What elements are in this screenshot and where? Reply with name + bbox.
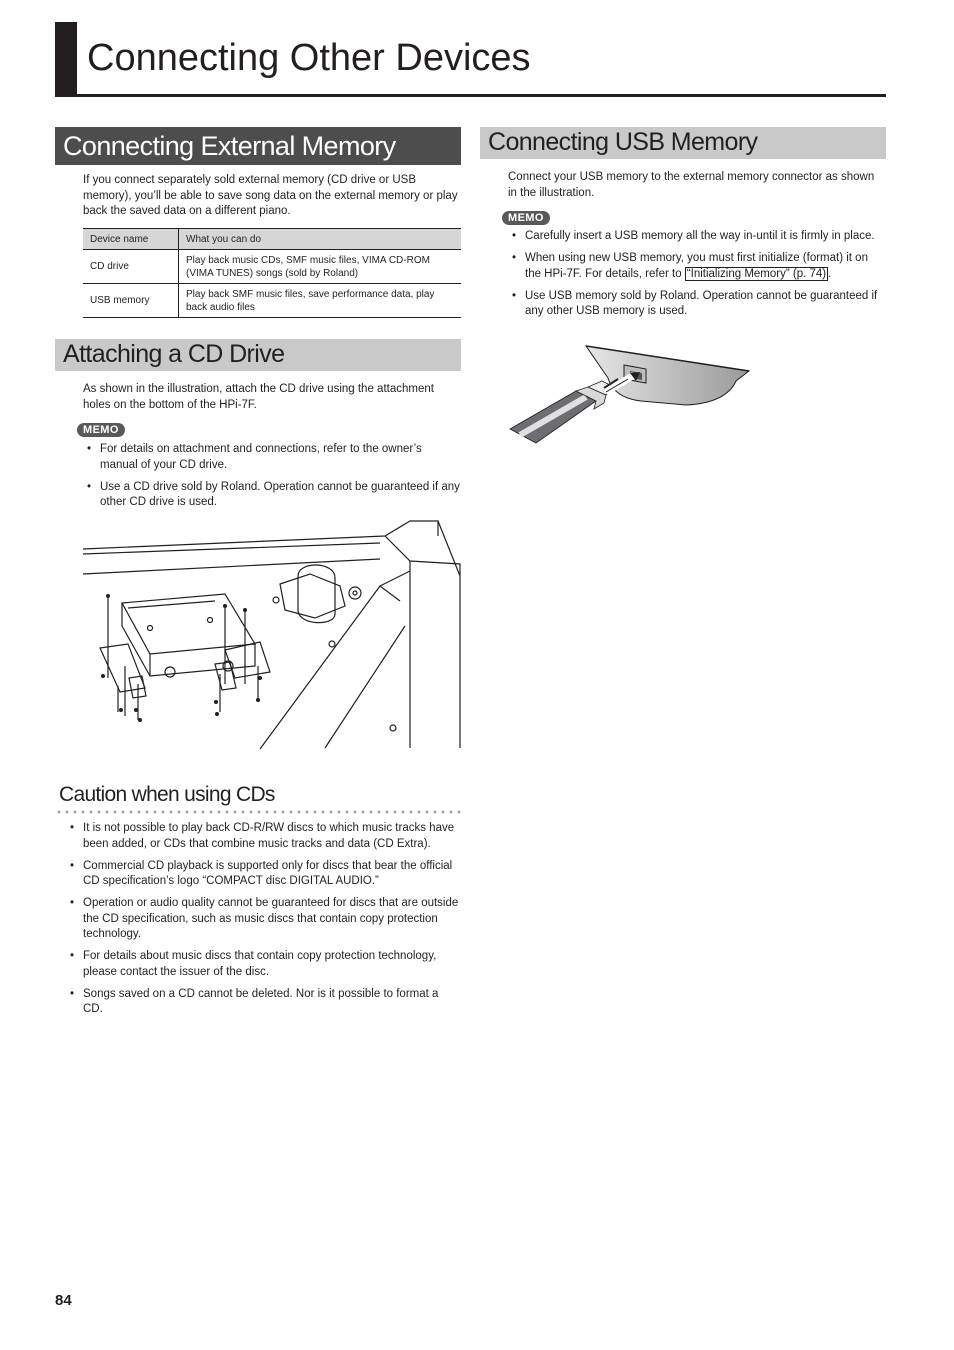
list-item: • Carefully insert a USB memory all the way in-until it is firmly in place. [509,229,887,245]
page-title: Connecting Other Devices [87,37,531,79]
usb-memo-list [509,229,887,326]
cd-drive-memo-list [84,442,461,517]
device-table [83,228,461,318]
list-item: • Commercial CD playback is supported only for discs that bear the official CD specification’s logo “COMPACT disc DIGITAL AUDIO.” [67,859,461,890]
initializing-memory-link[interactable]: “Initializing Memory” (p. 74) [686,267,827,280]
device-table-header-row [83,229,461,250]
caution-heading: Caution when using CDs [59,783,275,806]
table-row [83,284,461,318]
cd-drive-illustration [80,516,464,754]
table-cell-device: CD drive [83,250,179,284]
list-item [509,251,887,282]
page-number: 84 [55,1292,72,1309]
table-row [83,250,461,284]
memo-text: When using new USB memory, you must first initialize (format) it on the HPi-7F. For details, refer to [525,252,868,280]
header-bar [55,22,77,94]
table-cell-action: Play back music CDs, SMF music files, VIMA CD-ROM (VIMA TUNES) songs (sold by Roland) [179,250,462,284]
section-heading-usb-memory: Connecting USB Memory [480,127,886,159]
column-header-action: What you can do [179,229,462,250]
column-header-device: Device name [83,229,179,250]
list-item: • Use a CD drive sold by Roland. Operation cannot be guaranteed if any other CD drive is used. [84,480,461,511]
section-heading-cd-drive: Attaching a CD Drive [55,339,461,371]
list-item: • Songs saved on a CD cannot be deleted. Nor is it possible to format a CD. [67,987,461,1018]
list-item: • Operation or audio quality cannot be guaranteed for discs that are outside the CD specification, such as music discs that contain copy protection technology. [67,896,461,943]
cd-drive-intro: As shown in the illustration, attach the CD drive using the attachment holes on the bottom of the HPi-7F. [83,383,434,411]
table-cell-action: Play back SMF music files, save performance data, play back audio files [179,284,462,318]
usb-memory-intro: Connect your USB memory to the external memory connector as shown in the illustration. [508,171,875,199]
external-memory-intro: If you connect separately sold external memory (CD drive or USB memory), you’ll be able to save song data on the external memory or play back the saved data on a different piano. [83,174,458,217]
caution-list [67,821,461,1024]
memo-text-end: . [828,267,832,280]
list-item: • Use USB memory sold by Roland. Operation cannot be guaranteed if any other USB memory is used. [509,289,887,320]
list-item: • For details on attachment and connections, refer to the owner’s manual of your CD drive. [84,442,461,473]
list-item: • For details about music discs that contain copy protection technology, please contact the issuer of the disc. [67,949,461,980]
section-heading-external-memory: Connecting External Memory [55,127,461,165]
memo-badge: MEMO [502,211,550,225]
page-header [55,22,886,97]
memo-badge: MEMO [77,423,125,437]
table-cell-device: USB memory [83,284,179,318]
dotted-divider [57,809,462,815]
list-item: • It is not possible to play back CD-R/RW discs to which music tracks have been added, or CDs that combine music tracks and data (CD Extra). [67,821,461,852]
usb-illustration [506,343,752,447]
